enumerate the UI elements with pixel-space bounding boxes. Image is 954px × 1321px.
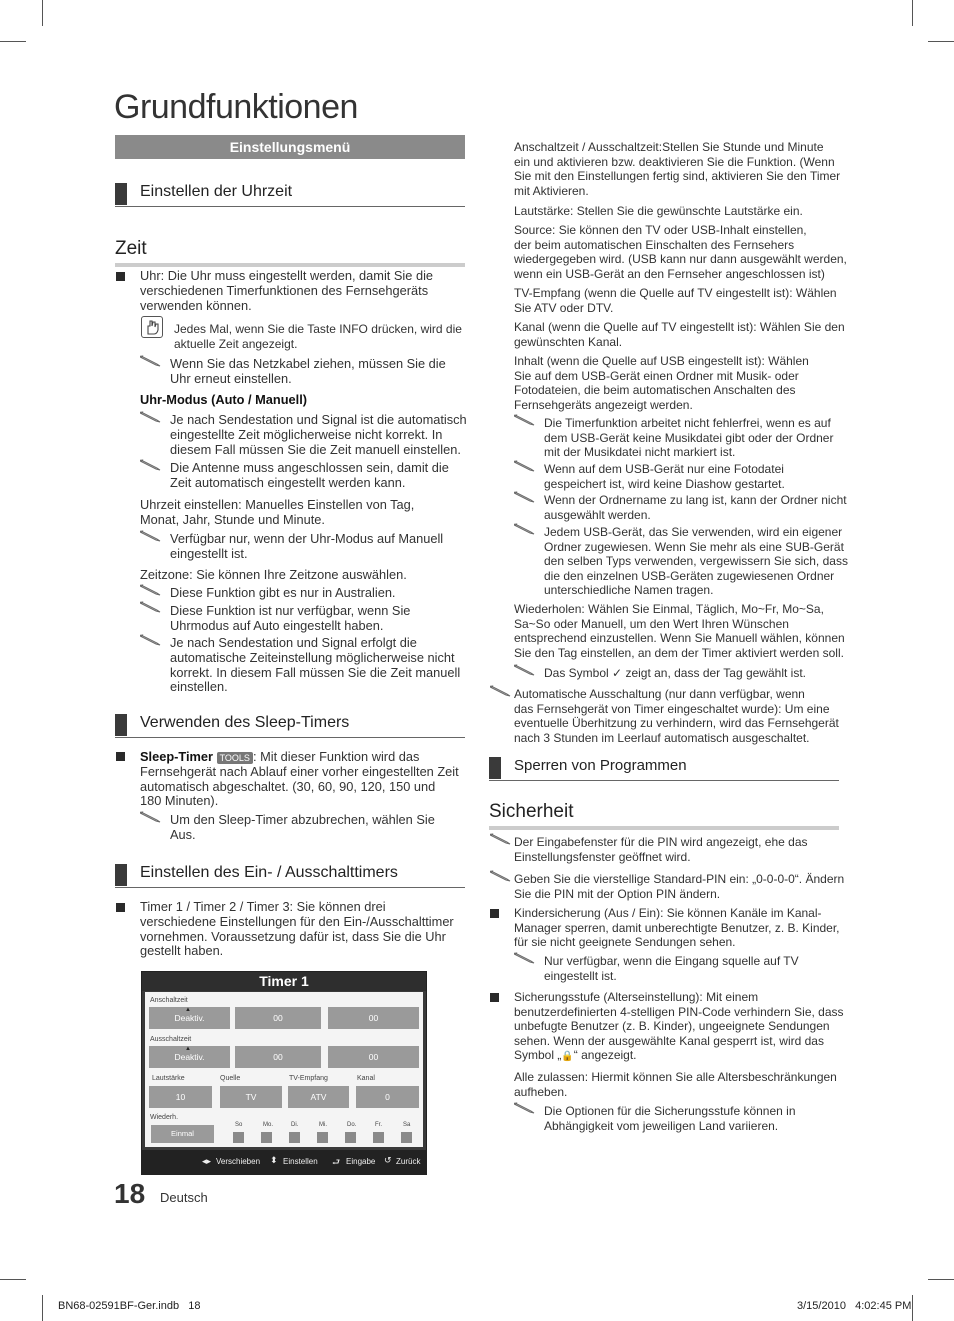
footer-zurueck: Zurück [396, 1157, 421, 1166]
anschaltzeit-minute[interactable]: 00 [328, 1007, 419, 1029]
text-sleep-timer: Sleep-Timer TOOLS : Mit dieser Funktion wird das Fernsehgerät nach Ablauf einer vorher eingestellten Zeit automatisch abgeschaltet. (30, 60, 90, 120, 150 und 180 Minuten). [140, 749, 459, 809]
text-zeitzone: Zeitzone: Sie können Ihre Zeitzone auswählen. [140, 567, 407, 582]
kanal-value[interactable]: 0 [356, 1086, 419, 1108]
text-sicherungsstufe: Sicherungsstufe (Alterseinstellung): Mit einem benutzerdefinierten 4-stelligen PIN-Code verhindern Sie, dass unbefugte Benutzer (z. B. Kinder), ungeeignete Sendungen sehen. Wenn der ausgewählte Kanal gesperrt ist, wird das Symbol „🔒“ angezeigt. [514, 990, 844, 1063]
crop-mark [0, 1279, 26, 1280]
crop-mark [42, 1295, 43, 1321]
pencil-icon [140, 411, 164, 425]
wiederh-label: Wiederh. [150, 1114, 179, 1121]
text-lautstaerke: Lautstärke: Stellen Sie die gewünschte Lautstärke ein. [514, 204, 803, 218]
pencil-icon [140, 601, 164, 615]
note-eingang-tv: Nur verfügbar, wenn die Eingang squelle auf TV eingestellt ist. [544, 954, 799, 983]
ausschaltzeit-minute[interactable]: 00 [328, 1046, 419, 1068]
pencil-icon [490, 685, 514, 699]
timer-screen [141, 971, 427, 1175]
text-wiederholen: Wiederholen: Wählen Sie Einmal, Täglich, Mo~Fr, Mo~Sa, Sa~So oder Manuell, um den Wert Ihren Wünschen entsprechend einzustellen. Wenn Sie Manuell wählen, können Sie den Tag einstellen, an dem der Timer aktiviert werden soll. [514, 602, 845, 660]
pencil-icon [514, 523, 538, 537]
page-number: 18 [114, 1178, 146, 1209]
pencil-icon [514, 414, 538, 428]
note-usb-ordner: Jedem USB-Gerät, das Sie verwenden, wird ein eigener Ordner zugewiesen. Wenn Sie mehr als eine SUB-Gerät den selben Typs verwenden, vergewissern Sie sich, dass die den einzelnen USB-Geräten zugewiesenen Ordner unterschiedliche Namen tragen. [544, 525, 848, 598]
tv-empfang-value[interactable]: ATV [288, 1086, 349, 1108]
crop-mark [42, 0, 43, 26]
print-date: 3/15/2010 4:02:45 PM [797, 1300, 912, 1312]
day-checkbox[interactable] [345, 1132, 356, 1143]
text-inhalt: Inhalt (wenn die Quelle auf USB eingestellt ist): Wählen Sie auf dem USB-Gerät einen Ordner mit Musik- oder Fotodateien, die beim automatischen Anschalten des Fernsehgeräts angezeigt werden. [514, 354, 809, 412]
page-title: Grundfunktionen [114, 88, 358, 126]
pencil-icon [514, 460, 538, 474]
crop-mark [912, 1295, 913, 1321]
text-uhr: Uhr: Die Uhr muss eingestellt werden, damit Sie die verschiedenen Timerfunktionen des Fernsehgeräts verwenden können. [140, 268, 434, 313]
text-alle-zulassen: Alle zulassen: Hiermit können Sie alle Altersbeschränkungen aufheben. [514, 1070, 837, 1099]
bullet [490, 993, 499, 1002]
checkmark-icon: ✓ [612, 666, 623, 680]
text-kanal: Kanal (wenn die Quelle auf TV eingestellt ist): Wählen Sie den gewünschten Kanal. [514, 320, 845, 349]
note-optionen: Die Optionen für die Sicherungsstufe können in Abhängigkeit vom jeweiligen Land variieren. [544, 1104, 796, 1133]
note-australien: Diese Funktion gibt es nur in Australien. [170, 585, 396, 600]
lautstaerke-value[interactable]: 10 [149, 1086, 212, 1108]
crop-mark [928, 41, 954, 42]
pencil-icon [514, 952, 538, 966]
anschaltzeit-label: Anschaltzeit [150, 997, 188, 1004]
timer-screen-body [145, 992, 423, 1147]
return-icon: ↺ [384, 1155, 392, 1165]
note-uhrmodus-auto: Diese Funktion ist nur verfügbar, wenn Sie Uhrmodus auf Auto eingestellt haben. [170, 603, 411, 633]
crop-mark [928, 1279, 954, 1280]
day-label: So [235, 1122, 243, 1128]
tools-badge: TOOLS [217, 752, 253, 764]
day-checkbox[interactable] [261, 1132, 272, 1143]
day-checkbox[interactable] [233, 1132, 244, 1143]
bullet [490, 909, 499, 918]
subheading-sleep-timer: Verwenden des Sleep-Timers [115, 714, 465, 738]
day-label: Do. [347, 1122, 357, 1128]
note-netzkabel: Wenn Sie das Netzkabel ziehen, müssen Sie die Uhr erneut einstellen. [170, 356, 446, 386]
heading-zeit: Zeit [115, 238, 465, 267]
bullet [116, 272, 125, 281]
pencil-icon [490, 833, 514, 847]
text-tv-empfang: TV-Empfang (wenn die Quelle auf TV eingestellt ist): Wählen Sie ATV oder DTV. [514, 286, 837, 315]
kanal-label: Kanal [357, 1075, 375, 1082]
timer-screen-footer [142, 1150, 426, 1174]
pencil-icon [140, 355, 164, 369]
day-label: Fr. [375, 1122, 382, 1128]
anschaltzeit-status[interactable]: ▲ Deaktiv. [149, 1007, 230, 1029]
lock-icon: 🔒 [561, 1051, 574, 1063]
note-fotodatei: Wenn auf dem USB-Gerät nur eine Fotodatei gespeichert ist, wird keine Diashow gestartet. [544, 462, 785, 491]
pencil-icon [140, 584, 164, 598]
text-timer: Timer 1 / Timer 2 / Timer 3: Sie können drei verschiedene Einstellungen für den Ein-/Ausschalttimer vornehmen. Voraussetzung dafür ist, dass Sie die Uhr gestellt haben. [140, 899, 454, 959]
note-ordnername: Wenn der Ordnername zu lang ist, kann der Ordner nicht ausgewählt werden. [544, 493, 847, 522]
day-label: Mi. [319, 1122, 327, 1128]
note-verfuegbar: Verfügbar nur, wenn der Uhr-Modus auf Manuell eingestellt ist. [170, 531, 444, 561]
note-sendestation: Je nach Sendestation und Signal ist die automatisch eingestellte Zeit möglicherweise nicht korrekt. In diesem Fall müssen Sie die Zeit manuell einstellen. [170, 412, 467, 457]
day-label: Di. [291, 1122, 299, 1128]
pencil-icon [490, 870, 514, 884]
text-kindersicherung: Kindersicherung (Aus / Ein): Sie können Kanäle im Kanal- Manager sperren, damit unberechtigte Benutzer, z. B. Kinder, für sie nicht geeignete Sendungen sehen. [514, 906, 840, 950]
pencil-icon [514, 491, 538, 505]
wiederh-value[interactable]: Einmal [151, 1125, 214, 1143]
day-checkbox[interactable] [317, 1132, 328, 1143]
subheading-uhrzeit: Einstellen der Uhrzeit [115, 183, 465, 207]
anschaltzeit-hour[interactable]: 00 [235, 1007, 321, 1029]
ausschaltzeit-label: Ausschaltzeit [150, 1036, 192, 1043]
day-checkbox[interactable] [289, 1132, 300, 1143]
day-checkbox[interactable] [401, 1132, 412, 1143]
note-auto-ausschaltung: Automatische Ausschaltung (nur dann verfügbar, wenn das Fernsehgerät von Timer eingeschaltet wurde): Um eine eventuelle Überhitzung zu verhindern, wird das Fernsehgerät nach 3 Stunden im Leerlauf automatisch ausgeschaltet. [514, 687, 839, 745]
day-checkbox[interactable] [373, 1132, 384, 1143]
ausschaltzeit-status[interactable]: ▲ Deaktiv. [149, 1046, 230, 1068]
text-uhrzeit-einstellen: Uhrzeit einstellen: Manuelles Einstellen von Tag, Monat, Jahr, Stunde und Minute. [140, 497, 415, 527]
note-symbol: Das Symbol ✓ zeigt an, dass der Tag gewählt ist. [544, 666, 806, 680]
quelle-value[interactable]: TV [220, 1086, 282, 1108]
arrows-ud-icon: ⬍ [270, 1155, 278, 1165]
pencil-icon [514, 1102, 538, 1116]
bullet [116, 752, 125, 761]
pencil-icon [514, 664, 538, 678]
arrows-lr-icon: ◂▸ [202, 1156, 212, 1166]
footer-eingabe: Eingabe [346, 1157, 376, 1166]
tv-empfang-label: TV-Empfang [289, 1075, 328, 1082]
language-label: Deutsch [160, 1190, 208, 1205]
bullet [116, 903, 125, 912]
section-bar: Einstellungsmenü [115, 135, 465, 159]
subheading-sperren: Sperren von Programmen [489, 757, 839, 781]
note-antenne: Die Antenne muss angeschlossen sein, damit die Zeit automatisch eingestellt werden kann. [170, 460, 449, 490]
day-label: Sa [403, 1122, 411, 1128]
footer-einstellen: Einstellen [283, 1157, 318, 1166]
uhr-modus-label: Uhr-Modus (Auto / Manuell) [140, 392, 308, 407]
hand-icon [141, 316, 163, 338]
note-info: Jedes Mal, wenn Sie die Taste INFO drücken, wird die aktuelle Zeit angezeigt. [174, 322, 462, 351]
note-pin-fenster: Der Eingabefenster für die PIN wird angezeigt, ehe das Einstellungsfenster geöffnet wird. [514, 835, 808, 864]
print-file: BN68-02591BF-Ger.indb 18 [58, 1300, 201, 1312]
lautstaerke-label: Lautstärke [152, 1075, 185, 1082]
footer-verschieben: Verschieben [216, 1157, 261, 1166]
note-signal: Je nach Sendestation und Signal erfolgt die automatische Zeiteinstellung möglicherweise nicht korrekt. In diesem Fall müssen Sie die Zeit manuell einstellen. [170, 635, 461, 695]
text-anschaltzeit: Anschaltzeit / Ausschaltzeit:Stellen Sie Stunde und Minute ein und aktivieren bzw. deaktivieren Sie die Funktion. (Wenn Sie mit den Einstellungen fertig sind, aktivieren Sie den Timer mit Aktivieren. [514, 140, 841, 198]
pencil-icon [140, 811, 164, 825]
timer-screen-title: Timer 1 [142, 972, 426, 991]
note-standard-pin: Geben Sie die vierstellige Standard-PIN ein: „0-0-0-0“. Ändern Sie die PIN mit der Option PIN ändern. [514, 872, 845, 901]
text-source: Source: Sie können den TV oder USB-Inhalt einstellen, der beim automatischen Einschalten des Fernsehers wiedergegeben wird. (USB kann nur dann ausgewählt werden, wenn ein USB-Gerät an den Fernseher angeschlossen ist) [514, 223, 847, 281]
subheading-timer: Einstellen des Ein- / Ausschalttimers [115, 864, 465, 888]
note-sleep-abbrechen: Um den Sleep-Timer abzubrechen, wählen Sie Aus. [170, 812, 435, 842]
quelle-label: Quelle [220, 1075, 241, 1082]
pencil-icon [140, 530, 164, 544]
crop-mark [912, 0, 913, 26]
ausschaltzeit-hour[interactable]: 00 [235, 1046, 321, 1068]
note-timerfunktion: Die Timerfunktion arbeitet nicht fehlerfrei, wenn es auf dem USB-Gerät keine Musikdatei gibt oder der Ordner mit der Musikdatei nicht markiert ist. [544, 416, 834, 460]
pencil-icon [140, 634, 164, 648]
heading-sicherheit: Sicherheit [489, 801, 839, 830]
day-label: Mo. [263, 1122, 274, 1128]
crop-mark [0, 41, 26, 42]
pencil-icon [140, 459, 164, 473]
enter-icon: ⮐ [332, 1157, 341, 1167]
